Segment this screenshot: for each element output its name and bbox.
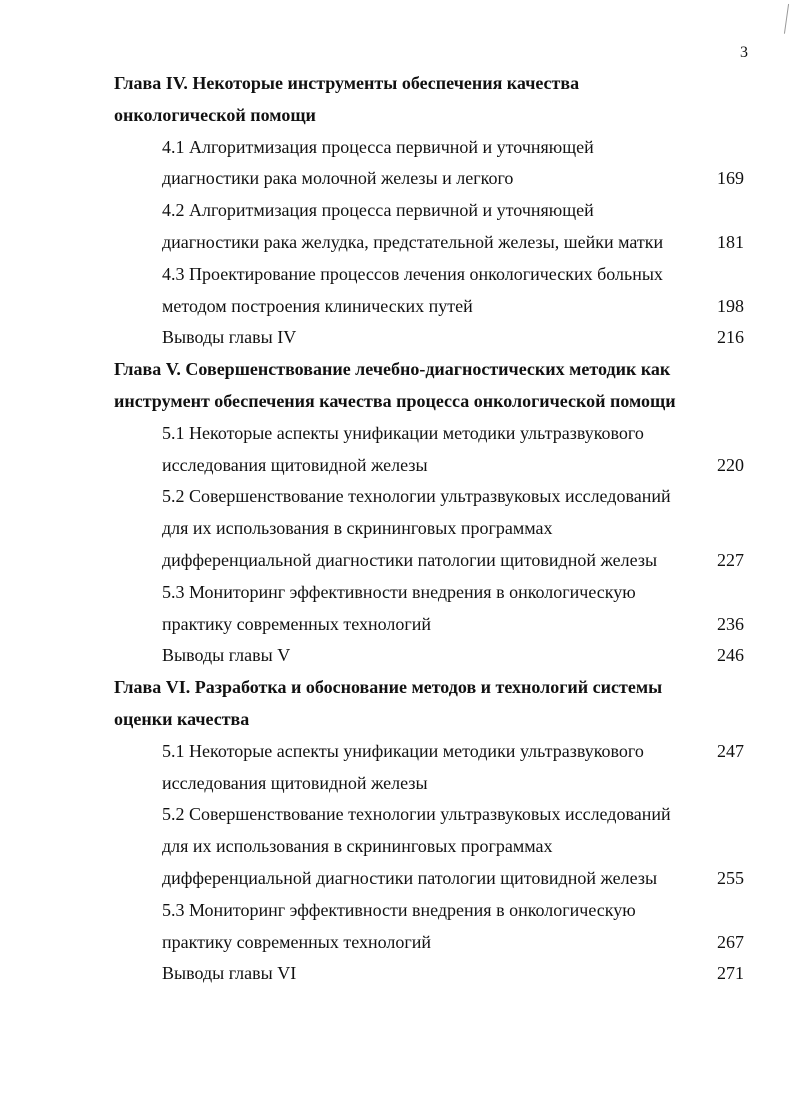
toc-entry-line: [162, 830, 752, 862]
toc-entry-text: Выводы главы IV: [162, 327, 297, 348]
toc-entry-text: Выводы главы VI: [162, 963, 297, 984]
toc-page-number: 216: [717, 327, 744, 348]
toc-page-number: 227: [717, 550, 744, 570]
toc-entry-line: [162, 321, 752, 353]
chapter-title: Глава IV. Некоторые инструменты обеспечения качества: [114, 73, 580, 93]
toc-entry-line: [162, 639, 752, 671]
toc-entry-text: диагностики рака желудка, предстательной железы, шейки матки: [162, 232, 664, 252]
toc-entry-text: 5.3 Мониторинг эффективности внедрения в онкологическую: [162, 899, 636, 920]
chapter-title: Глава VI. Разработка и обоснование методов и технологий системы: [114, 677, 663, 698]
toc-entry-line: [162, 798, 752, 830]
chapter-title: Глава V. Совершенствование лечебно-диагностических методик как: [114, 359, 671, 380]
toc-entry-line: [162, 957, 752, 989]
chapter-title: онкологической помощи: [114, 104, 316, 125]
scan-artifact-mark: [784, 4, 791, 34]
toc-entry-text: практику современных технологий: [162, 613, 431, 634]
toc-entry-line: [162, 544, 752, 576]
toc-page-number: 236: [717, 613, 744, 634]
toc-entry-line: [162, 512, 752, 544]
toc-entry-line: [162, 258, 752, 290]
chapter-title: инструмент обеспечения качества процесса онкологической помощи: [114, 391, 676, 411]
toc-page-number: 247: [717, 740, 744, 761]
toc-entry-line: [162, 480, 752, 512]
toc-entry-text: для их использования в скрининговых программах: [162, 836, 553, 857]
toc-page-number: 255: [717, 868, 744, 888]
toc-page-number: 169: [717, 168, 744, 189]
toc-entry-text: исследования щитовидной железы: [162, 772, 428, 793]
toc-entry-line: [162, 162, 752, 194]
toc-entry-text: 4.2 Алгоритмизация процесса первичной и уточняющей: [162, 200, 594, 221]
toc-entry-text: методом построения клинических путей: [162, 295, 473, 316]
toc-entry-text: практику современных технологий: [162, 931, 431, 952]
toc-page-number: 198: [717, 295, 744, 316]
toc-entry-text: диагностики рака молочной железы и легкого: [162, 168, 514, 189]
chapter-title: оценки качества: [114, 709, 250, 729]
toc-entry-text: исследования щитовидной железы: [162, 454, 428, 475]
toc-entry-text: дифференциальной диагностики патологии щитовидной железы: [162, 550, 658, 570]
toc-entry-text: 5.1 Некоторые аспекты унификации методики ультразвукового: [162, 740, 644, 761]
toc-entry-text: 5.1 Некоторые аспекты унификации методики ультразвукового: [162, 422, 644, 443]
toc-entry-line: [162, 608, 752, 640]
toc-entry-text: дифференциальной диагностики патологии щитовидной железы: [162, 868, 658, 888]
toc-entry-line: [162, 417, 752, 449]
toc-entry-line: [162, 862, 752, 894]
toc-entry-line: [162, 767, 752, 799]
toc-page-number: 220: [717, 454, 744, 475]
toc-entry-line: [162, 131, 752, 163]
page-number: 3: [740, 44, 748, 61]
toc-entry-text: 5.2 Совершенствование технологии ультразвуковых исследований: [162, 804, 671, 825]
toc-entry-text: Выводы главы V: [162, 645, 291, 666]
toc-entry-line: [162, 735, 752, 767]
toc-page-number: 271: [717, 963, 744, 984]
toc-entry-text: 5.3 Мониторинг эффективности внедрения в онкологическую: [162, 581, 636, 602]
toc-entry-line: [162, 926, 752, 958]
toc-entry-text: для их использования в скрининговых программах: [162, 518, 553, 539]
toc-entry-line: [162, 449, 752, 481]
toc-entry-line: [162, 290, 752, 322]
toc-entry-line: [162, 194, 752, 226]
toc-entry-line: [162, 576, 752, 608]
toc-entry-line: [162, 226, 752, 258]
toc-page-number: 181: [717, 232, 744, 252]
toc-entry-text: 4.3 Проектирование процессов лечения онкологических больных: [162, 263, 663, 284]
toc-page-number: 267: [717, 931, 744, 952]
toc-entry-text: 4.1 Алгоритмизация процесса первичной и уточняющей: [162, 136, 594, 157]
toc-page-number: 246: [717, 645, 744, 666]
toc-entry-text: 5.2 Совершенствование технологии ультразвуковых исследований: [162, 486, 671, 507]
toc-entry-line: [162, 894, 752, 926]
